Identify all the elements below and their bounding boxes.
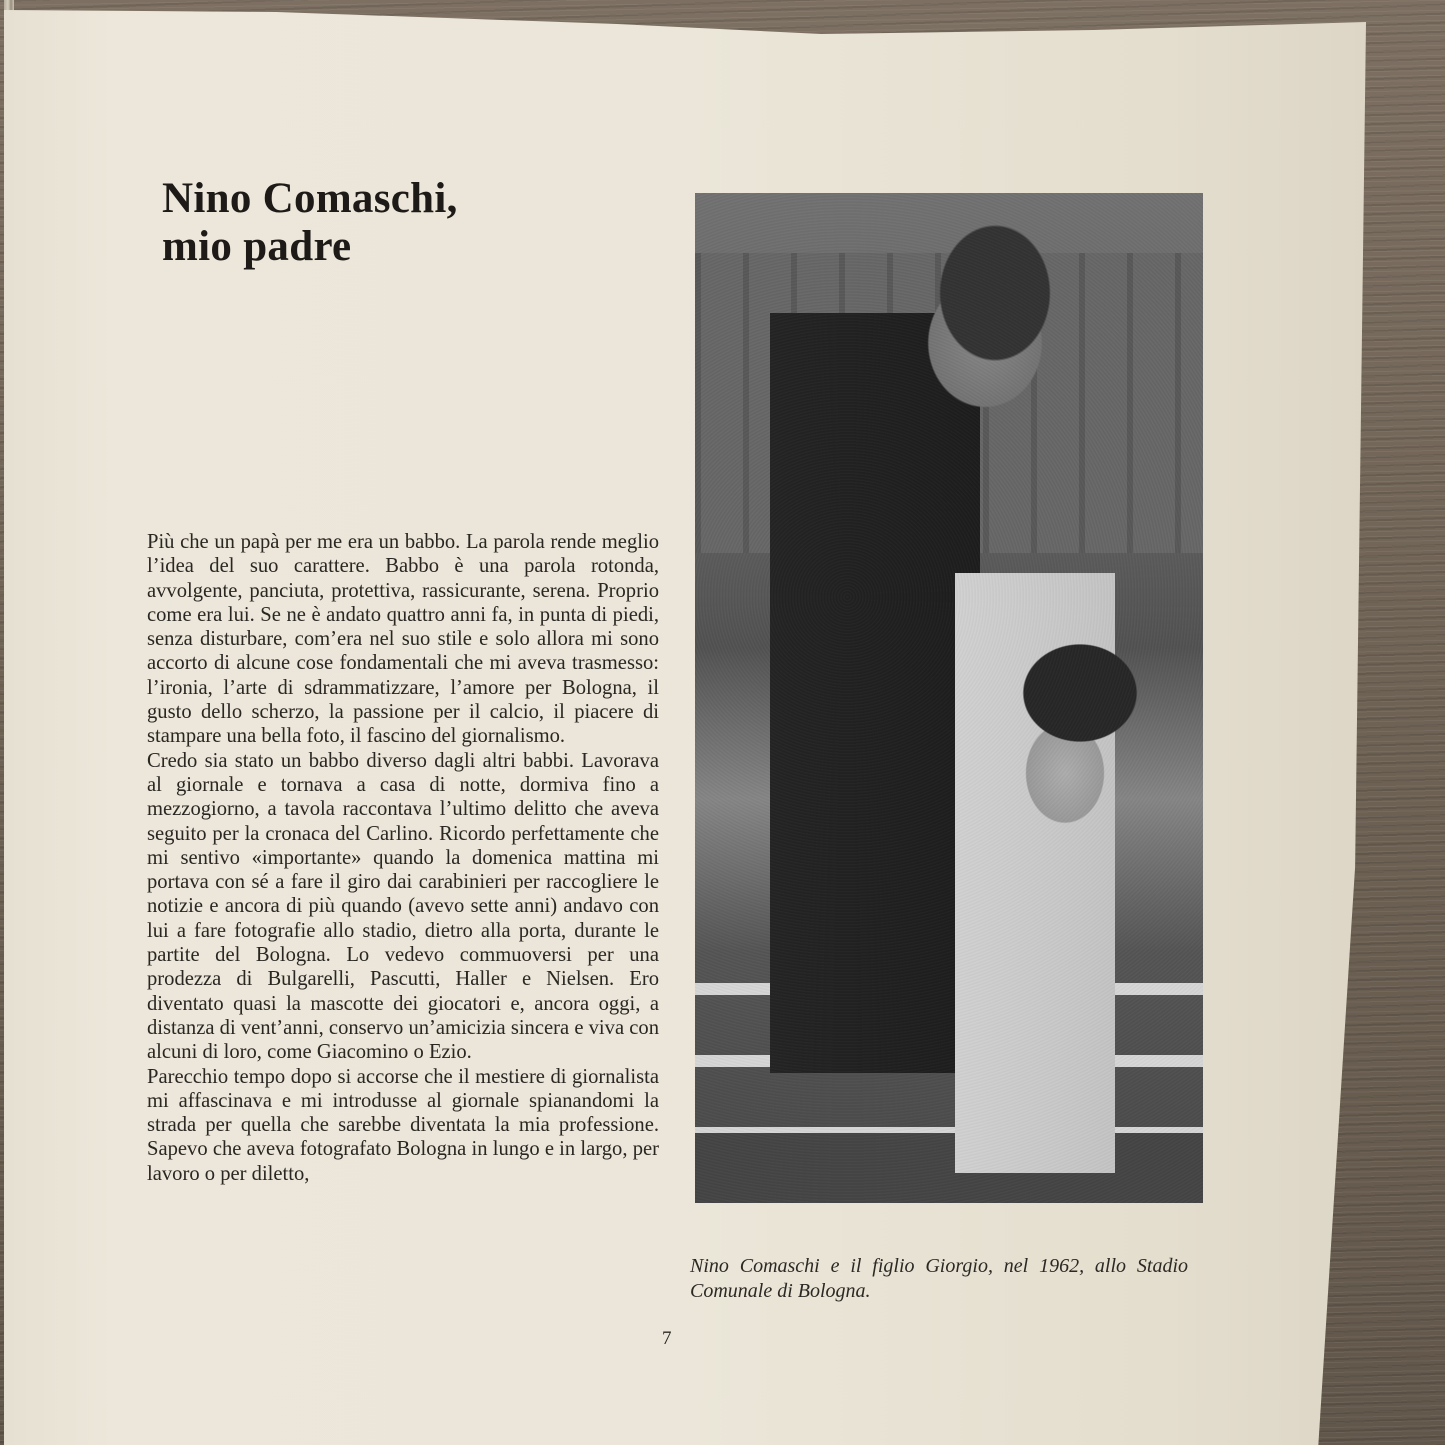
photo-grain bbox=[695, 193, 1203, 1203]
paragraph: Più che un papà per me era un babbo. La parola rende meglio l’idea del suo carattere. Babbo è una parola rotonda, avvolgente, panciuta, protettiva, rassicurante, serena. Proprio come era lui. Se ne è andato quattro anni fa, in punta di piedi, senza disturbare, com’era nel suo stile e solo allora mi sono accorto di alcune cose fondamentali che mi aveva trasmesso: l’ironia, l’arte di sdrammatizzare, l’amore per Bologna, il gusto dello scherzo, la passione per il calcio, il piacere di stampare una bella foto, il fascino del giornalismo. bbox=[147, 531, 659, 748]
title-line-1: Nino Comaschi, bbox=[162, 175, 458, 222]
paragraph: Parecchio tempo dopo si accorse che il mestiere di giornalista mi affascinava e mi introdusse al giornale spianandomi la strada per quella che sarebbe diventata la mia professione. Sapevo che aveva fotografato Bologna in lungo e in largo, per lavoro o per diletto, bbox=[147, 1065, 659, 1185]
title-line-2: mio padre bbox=[162, 223, 352, 270]
paragraph: Credo sia stato un babbo diverso dagli altri babbi. Lavorava al giornale e tornava a casa di notte, dormiva fino a mezzogiorno, a tavola raccontava l’ultimo delitto che aveva seguito per la cronaca del Carlino. Ricordo perfettamente che mi sentivo «importante» quando la domenica mattina mi portava con sé a fare il giro dai carabinieri per raccogliere le notizie e ancora di più quando (avevo sette anni) andavo con lui a fare fotografie allo stadio, dietro alla porta, durante le partite del Bologna. Lo vedevo commuoversi per una prodezza di Bulgarelli, Pascutti, Haller e Nielsen. Ero diventato quasi la mascotte dei giocatori e, ancora oggi, a distanza di vent’anni, conservo un’amicizia sincera e viva con alcuni di loro, come Giacomino o Ezio. bbox=[147, 749, 659, 1064]
photograph bbox=[695, 193, 1203, 1203]
photo-caption: Nino Comaschi e il figlio Giorgio, nel 1962, allo Stadio Comunale di Bologna. bbox=[690, 1255, 1188, 1302]
article-body bbox=[147, 530, 659, 1186]
page-title bbox=[162, 175, 458, 271]
page-number: 7 bbox=[662, 1328, 672, 1349]
